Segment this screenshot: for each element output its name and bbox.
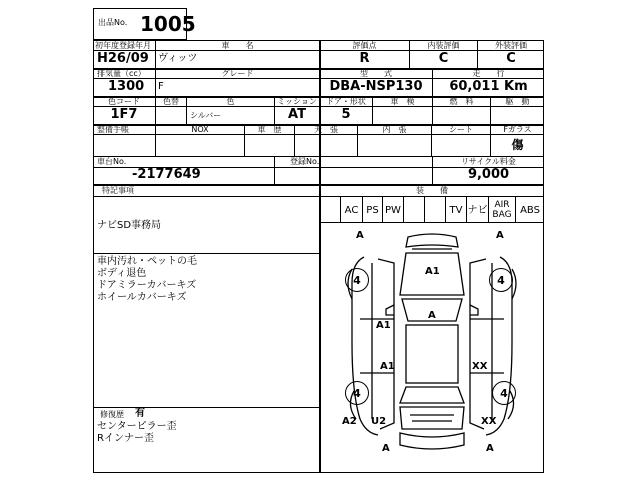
special-note-line: 車内汚れ・ペットの毛	[97, 256, 197, 267]
label-seat: シート	[449, 125, 473, 134]
roof-shape	[406, 325, 458, 383]
lot-label: 出品No.	[98, 18, 128, 27]
label-special-notes: 特記事項	[102, 186, 134, 195]
special-note-line	[97, 244, 317, 256]
value-f-glass: 傷	[511, 138, 524, 152]
label-model: 型 式	[360, 69, 392, 78]
rule	[93, 407, 319, 408]
equip-tv: TV	[449, 205, 463, 216]
mark-bonnet: A1	[425, 266, 440, 277]
special-notes-list	[97, 220, 317, 304]
label-drive: 駆 動	[505, 97, 530, 106]
label-transmission: ミッション	[277, 97, 317, 106]
value-color-code: 1F7	[110, 107, 138, 122]
label-f-glass: Fガラス	[503, 125, 532, 134]
value-mileage: 60,011 Km	[449, 79, 528, 94]
equip-ps: PS	[366, 205, 379, 216]
label-color-code: 色コード	[108, 97, 140, 106]
value-year-month: H26/09	[97, 51, 149, 66]
special-note-line: ボディ退色	[97, 268, 147, 279]
label-displacement: 排気量（cc）	[97, 69, 146, 78]
equip-ac: AC	[344, 205, 359, 216]
equip-airbag: AIR BAG	[492, 200, 512, 220]
label-interior-trim: 内 張	[382, 125, 407, 134]
rear-glass-shape	[400, 387, 464, 403]
special-note-line	[97, 232, 317, 244]
mark-rear-center-left: U2	[371, 416, 387, 427]
mark-right-rear-door: XX	[472, 361, 488, 372]
label-exterior: 外装評価	[495, 41, 527, 50]
equip-abs: ABS	[520, 205, 540, 216]
car-diagram	[320, 223, 544, 473]
mark-left-rear-quarter: A2	[342, 416, 357, 427]
label-grade: グレード	[221, 69, 254, 78]
label-mileage: 走 行	[472, 69, 505, 78]
equip-blank-2	[425, 201, 445, 221]
value-chassis: -2177649	[132, 167, 201, 182]
mark-front-left: A	[356, 230, 364, 241]
label-fuel: 燃 料	[449, 97, 474, 106]
label-score: 評価点	[352, 41, 377, 50]
tire-front-right-circle: 4	[489, 268, 513, 292]
label-color: 色	[226, 97, 235, 106]
rule	[274, 156, 275, 184]
value-doors: 5	[341, 107, 351, 122]
value-model: DBA-NSP130	[329, 79, 423, 94]
value-repair-history: 有	[135, 408, 145, 419]
value-score: R	[359, 51, 370, 66]
label-car-name: 車 名	[221, 41, 254, 50]
label-repair-history: 修復歴	[100, 410, 124, 419]
value-car-name: ヴィッツ	[158, 53, 198, 64]
mark-roof-center: A	[428, 310, 436, 321]
mark-right-rear-quarter: XX	[481, 416, 497, 427]
tire-rear-right-circle: 4	[492, 381, 516, 405]
lot-number: 1005	[140, 12, 196, 36]
label-equipment: 装 備	[416, 186, 448, 195]
value-displacement: 1300	[108, 79, 145, 94]
mark-rear-left: A	[382, 443, 390, 454]
label-doors: ドア・形状	[326, 97, 366, 106]
tire-front-left-circle: 4	[345, 268, 369, 292]
special-note-line: ドアミラーカバーキズ	[97, 280, 197, 291]
equip-navi: ナビ	[467, 205, 488, 216]
value-grade: F	[158, 81, 164, 92]
label-interior: 内装評価	[427, 41, 460, 50]
repair-note-line: Rインナー歪	[97, 433, 154, 444]
label-inspection: 車 検	[390, 97, 415, 106]
label-nox: NOX	[191, 125, 209, 134]
label-maintenance-book: 整備手帳	[97, 125, 129, 134]
value-interior: C	[438, 51, 449, 66]
label-headliner: 天 張	[314, 125, 338, 134]
repair-note-line: センターピラー歪	[97, 421, 177, 432]
rear-hatch-shape	[400, 407, 464, 429]
equip-blank-1	[404, 201, 424, 221]
mark-front-right: A	[496, 230, 504, 241]
label-first-registration: 初年度登録年月	[95, 41, 151, 50]
mark-left-front-door: A1	[376, 320, 391, 331]
special-note-line: ホイールカバーキズ	[97, 292, 187, 303]
mark-rear-right: A	[486, 443, 494, 454]
front-bumper-shape	[406, 234, 458, 247]
label-recycle: リサイクル料金	[461, 157, 516, 166]
value-exterior: C	[506, 51, 516, 66]
mark-left-rear-door: A1	[380, 361, 395, 372]
label-registration: 登録No.	[290, 157, 320, 166]
lot-box	[93, 8, 196, 40]
label-history: 車 歴	[257, 125, 282, 134]
repair-notes-list	[97, 421, 317, 445]
value-recycle: 9,000	[467, 167, 510, 182]
special-note-line: ナビSD事務局	[97, 220, 162, 231]
label-color-change: 色替	[163, 97, 179, 106]
label-chassis: 車台No.	[97, 157, 127, 166]
value-transmission: AT	[288, 107, 306, 122]
tire-rear-left-circle: 4	[345, 381, 369, 405]
rear-bumper-shape	[400, 433, 464, 449]
equip-pw: PW	[385, 205, 401, 216]
value-color: シルバー	[190, 111, 222, 120]
